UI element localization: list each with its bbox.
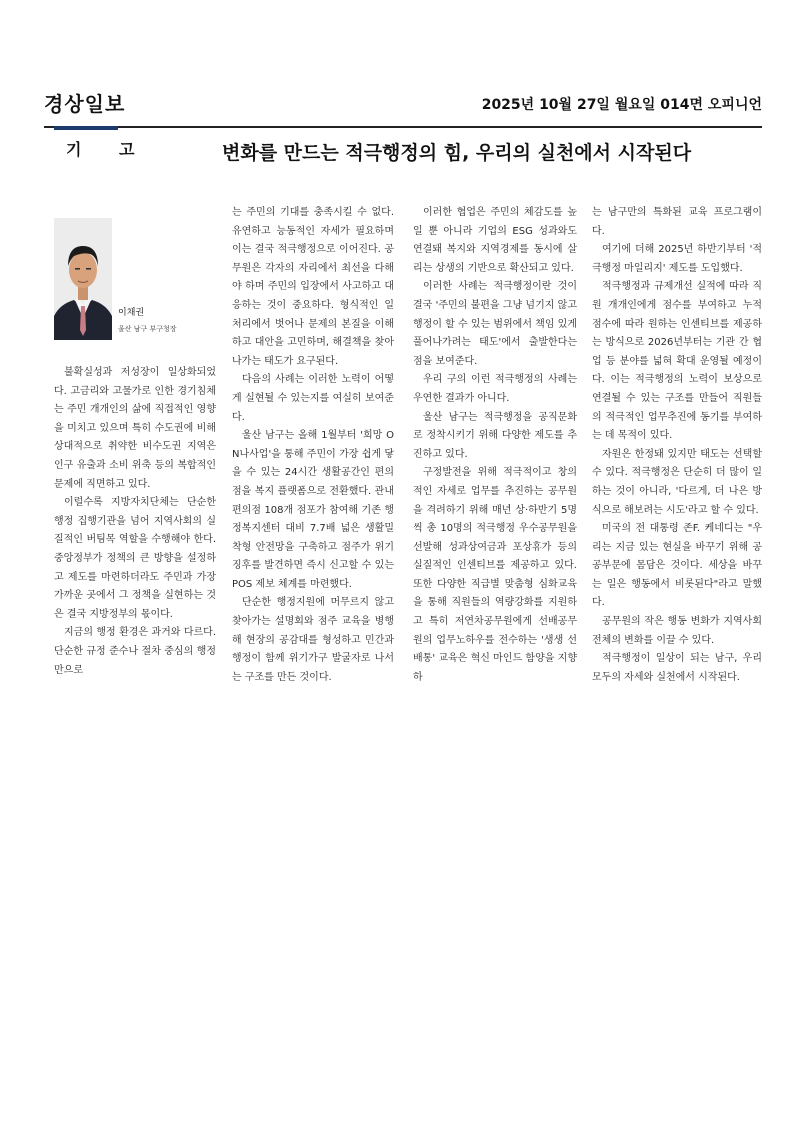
paragraph: 단순한 행정지원에 머무르지 않고 찾아가는 설명회와 점주 교육을 병행해 현장의 공감대를 형성하고 민간과 행정이 함께 위기가구 발굴자로 나서는 구조를 만든 것이다. bbox=[232, 597, 394, 683]
article-column-4 bbox=[592, 204, 762, 687]
masthead-accent-bar bbox=[54, 126, 118, 130]
article-headline: 변화를 만드는 적극행정의 힘, 우리의 실천에서 시작된다 bbox=[222, 142, 692, 164]
article-column-3 bbox=[413, 204, 577, 687]
author-portrait-icon bbox=[54, 218, 112, 340]
article-column-1 bbox=[54, 364, 216, 680]
paragraph: 적극행정과 규제개선 실적에 따라 직원 개개인에게 점수를 부여하고 누적 점수에 따라 원하는 인센티브를 제공하는 방식으로 2026년부터는 기관 간 협업 등 분야를 넓혀 확대 운영될 예정이다. 이는 적극행정의 노력이 보상으로 연결될 수 있는 구조를 만들어 직원들의 적극적인 업무추진에 동기를 부여하는 데 목적이 있다. bbox=[592, 281, 762, 442]
newspaper-logo: 경상일보 bbox=[44, 92, 126, 116]
author-title: 울산 남구 부구청장 bbox=[118, 325, 177, 333]
paragraph: 적극행정이 일상이 되는 남구, 우리 모두의 자세와 실천에서 시작된다. bbox=[592, 653, 762, 683]
article-column-2 bbox=[232, 204, 394, 687]
paragraph: 이럴수록 지방자치단체는 단순한 행정 집행기관을 넘어 지역사회의 실질적인 버팀목 역할을 수행해야 한다. 중앙정부가 정책의 큰 방향을 설정하고 제도를 마련하더라도 주민과 가장 가까운 곳에서 그 정책을 실현하는 것은 결국 지방정부의 몫이다. bbox=[54, 497, 216, 620]
paragraph: 미국의 전 대통령 존F. 케네디는 "우리는 지금 있는 현실을 바꾸기 위해 공공부문에 몸담은 것이다. 세상을 바꾸는 일은 행동에서 비롯된다"라고 말했다. bbox=[592, 523, 762, 609]
dateline: 2025년 10월 27일 월요일 014면 오피니언 bbox=[481, 97, 762, 113]
section-label: 기 고 bbox=[66, 140, 151, 159]
paragraph: 우리 구의 이런 적극행정의 사례는 우연한 결과가 아니다. bbox=[413, 374, 577, 404]
masthead-rule bbox=[44, 126, 762, 128]
paragraph: 자원은 한정돼 있지만 태도는 선택할 수 있다. 적극행정은 단순히 더 많이 일하는 것이 아니라, '다르게, 더 나은 방식으로 해보려는 시도'라고 할 수 있다. bbox=[592, 448, 762, 516]
author-name: 이채권 bbox=[118, 308, 145, 318]
paragraph: 여기에 더해 2025년 하반기부터 '적극행정 마일리지' 제도를 도입했다. bbox=[592, 244, 762, 274]
paragraph: 이러한 사례는 적극행정이란 것이 결국 '주민의 불편을 그냥 넘기지 않고 행정이 할 수 있는 범위에서 책임 있게 풀어나가려는 태도'에서 출발한다는 점을 보여준다. bbox=[413, 281, 577, 367]
paragraph: 다음의 사례는 이러한 노력이 어떻게 실현될 수 있는지를 여실히 보여준다. bbox=[232, 374, 394, 423]
paragraph: 불확실성과 저성장이 일상화되었다. 고금리와 고물가로 인한 경기침체는 주민 개개인의 삶에 직접적인 영향을 미치고 있으며 특히 수도권에 비해 상대적으로 취약한 비수도권 지역은 인구 유출과 소비 위축 등의 복합적인 문제에 직면하고 있다. bbox=[54, 367, 216, 490]
paragraph: 구정발전을 위해 적극적이고 창의적인 자세로 업무를 추진하는 공무원을 격려하기 위해 매년 상·하반기 5명씩 총 10명의 적극행정 우수공무원을 선발해 성과상여금과 포상휴가 등의 실질적인 인센티브를 제공하고 있다. 또한 다양한 직급별 맞춤형 심화교육을 통해 직원들의 역량강화를 지원하고 특히 저연차공무원에게 선배공무원의 업무노하우를 전수하는 '생생 선배통' 교육은 혁신 마인드 함양을 지향하 bbox=[413, 467, 577, 683]
paragraph: 는 주민의 기대를 충족시킬 수 없다. 유연하고 능동적인 자세가 필요하며 이는 결국 적극행정으로 이어진다. 공무원은 각자의 자리에서 최선을 다해야 하며 주민의 입장에서 사고하고 대응하는 것이 중요하다. 형식적인 일 처리에서 벗어나 문제의 본질을 이해하고 대안을 고민하며, 해결책을 찾아나가는 태도가 요구된다. bbox=[232, 207, 394, 367]
paragraph: 울산 남구는 올해 1월부터 '희망 ON나사업'을 통해 주민이 가장 쉽게 닿을 수 있는 24시간 생활공간인 편의점을 복지 플랫폼으로 전환했다. 관내 편의점 108개 점포가 참여해 기존 행정복지센터 대비 7.7배 넓은 생활밀착형 안전망을 구축하고 점주가 위기 징후를 발견하면 즉시 신고할 수 있는 POS 제보 체계를 마련했다. bbox=[232, 430, 394, 590]
paragraph: 는 남구만의 특화된 교육 프로그램이다. bbox=[592, 207, 762, 237]
paragraph: 이러한 협업은 주민의 체감도를 높일 뿐 아니라 기업의 ESG 성과와도 연결돼 복지와 지역경제를 동시에 살리는 상생의 기반으로 확산되고 있다. bbox=[413, 207, 577, 274]
masthead bbox=[44, 93, 762, 115]
paragraph: 지금의 행정 환경은 과거와 다르다. 단순한 규정 준수나 절차 중심의 행정만으로 bbox=[54, 627, 216, 676]
paragraph: 울산 남구는 적극행정을 공직문화로 정착시키기 위해 다양한 제도를 추진하고 있다. bbox=[413, 411, 577, 460]
paragraph: 공무원의 작은 행동 변화가 지역사회 전체의 변화를 이끌 수 있다. bbox=[592, 616, 762, 646]
author-photo bbox=[54, 218, 112, 340]
